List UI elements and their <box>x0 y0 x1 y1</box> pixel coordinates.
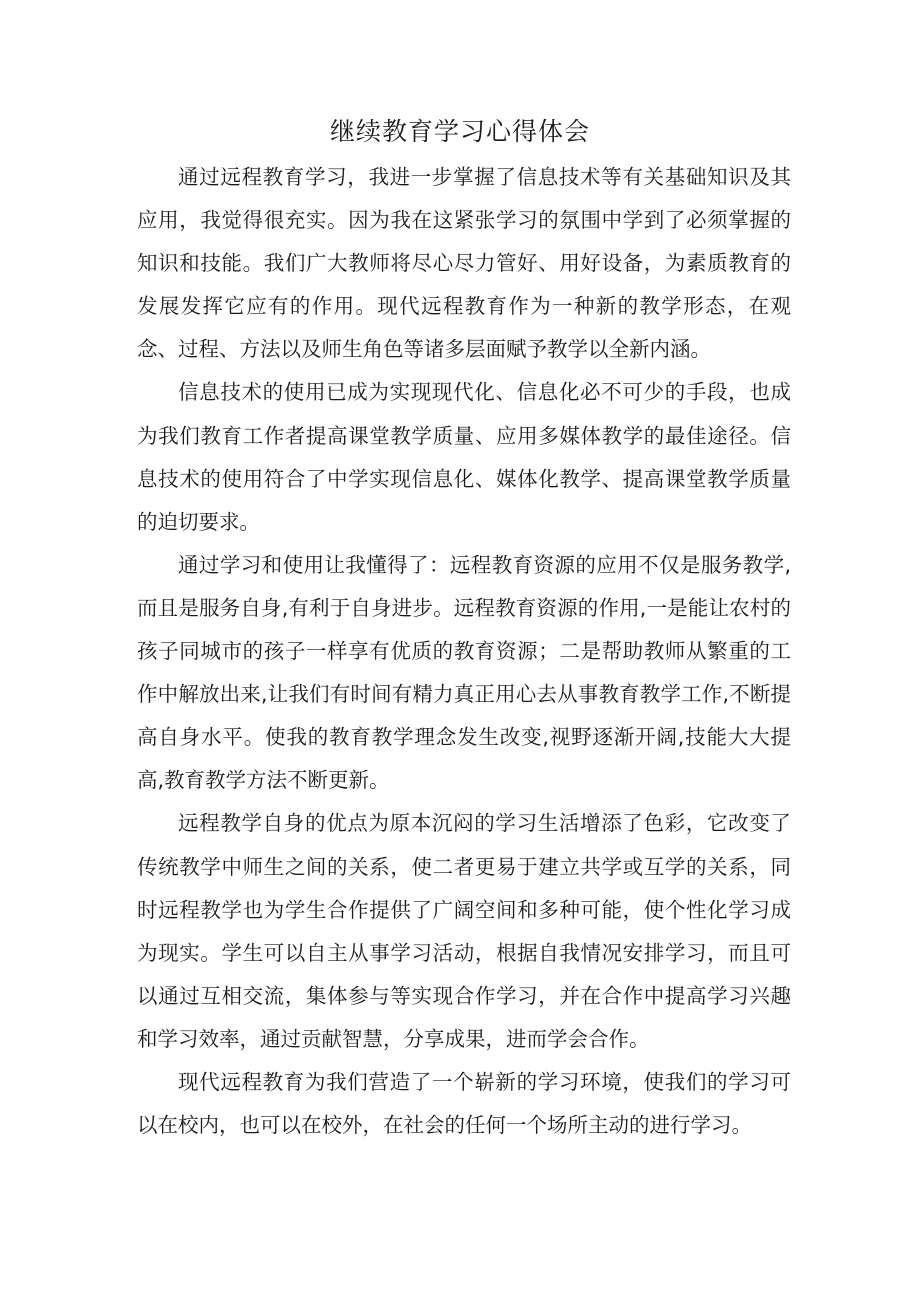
paragraph-3: 通过学习和使用让我懂得了：远程教育资源的应用不仅是服务教学,而且是服务自身,有利于自身进步。远程教育资源的作用,一是能让农村的孩子同城市的孩子一样享有优质的教育资源；二是帮助教师从繁重的工作中解放出来,让我们有时间有精力真正用心去从事教育教学工作,不断提高自身水平。使我的教育教学理念发生改变,视野逐渐开阔,技能大大提高,教育教学方法不断更新。 <box>137 552 791 793</box>
paragraph-2: 信息技术的使用已成为实现现代化、信息化必不可少的手段，也成为我们教育工作者提高课堂教学质量、应用多媒体教学的最佳途径。信息技术的使用符合了中学实现信息化、媒体化教学、提高课堂教学质量的迫切要求。 <box>137 380 791 534</box>
page-title: 继续教育学习心得体会 <box>329 117 590 146</box>
document-body <box>137 156 791 1147</box>
paragraph-1: 通过远程教育学习，我进一步掌握了信息技术等有关基础知识及其应用，我觉得很充实。因为我在这紧张学习的氛围中学到了必须掌握的知识和技能。我们广大教师将尽心尽力管好、用好设备，为素质教育的发展发挥它应有的作用。现代远程教育作为一种新的教学形态，在观念、过程、方法以及师生角色等诸多层面赋予教学以全新内涵。 <box>137 165 791 362</box>
paragraph-5: 现代远程教育为我们营造了一个崭新的学习环境，使我们的学习可以在校内，也可以在校外，在社会的任何一个场所主动的进行学习。 <box>137 1069 791 1138</box>
paragraph-4: 远程教学自身的优点为原本沉闷的学习生活增添了色彩，它改变了传统教学中师生之间的关系，使二者更易于建立共学或互学的关系，同时远程教学也为学生合作提供了广阔空间和多种可能，使个性化学习成为现实。学生可以自主从事学习活动，根据自我情况安排学习，而且可以通过互相交流，集体参与等实现合作学习，并在合作中提高学习兴趣和学习效率，通过贡献智慧，分享成果，进而学会合作。 <box>137 811 791 1051</box>
